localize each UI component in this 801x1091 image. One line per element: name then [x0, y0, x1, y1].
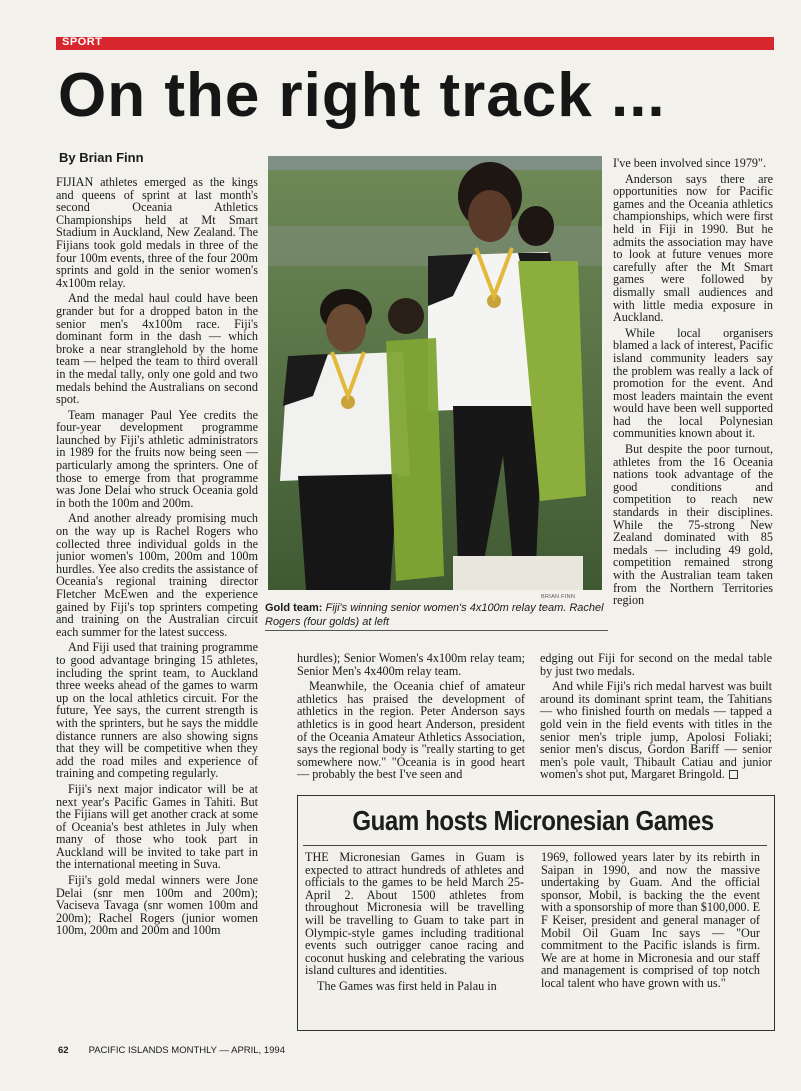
- paragraph: FIJIAN athletes emerged as the kings and queens of sprint at last month's second Oceania Athletics Championships held at Mt Smart Stadium in Auckland, New Zealand. The Fijians took gold medals in three of the four 100m events, three of the four 200m sprints and gold in the senior women's 4x100m relay.: [56, 176, 258, 290]
- paragraph: Team manager Paul Yee credits the four-year development programme launched by Fiji's athletic administrators in 1989 for the fruits now being seen — particularly among the sprinters. One of those to emerge from that programme was Jone Delai who struck Oceania gold in both the 100m and 200m.: [56, 407, 258, 510]
- page-number: 62: [58, 1045, 69, 1056]
- paragraph: And Fiji used that training programme to good advantage bringing 15 athletes, including the sprint team, to Auckland three weeks ahead of the games to warm up on the local athletics circuit. For the future, Yee says, the current strength is with the sprinters, but he says the middle distance runners are also showing signs that they will be competitive when they add the road miles and experience of training and competing regularly.: [56, 640, 258, 781]
- byline: By Brian Finn: [59, 150, 144, 165]
- end-mark-icon: [729, 770, 738, 779]
- sidebar-title: Guam hosts Micronesian Games: [352, 805, 714, 836]
- caption-text: Fiji's winning senior women's 4x100m relay team. Rachel Rogers (four golds) at left: [265, 602, 604, 628]
- relay-team-photo: [268, 156, 602, 590]
- sidebar-rule: [303, 845, 767, 846]
- article-column-2: [297, 652, 525, 792]
- relay-team-photo-illustration: [268, 156, 602, 590]
- paragraph: Meanwhile, the Oceania chief of amateur athletics has praised the development of athletics in the region. Peter Anderson says athletics is in good heart Anderson, president of the Oceania Amateur Athletics Association, says the regional body is "really starting to get somewhere now." "Oceania is in good heart — probably the best I've seen and: [297, 679, 525, 782]
- paragraph: And another already promising much on the way up is Rachel Rogers who collected three individual golds in the junior women's 100m, 200m and 100m hurdles. Yee also credits the assistance of Oceania's regional training director Fletcher McEwen and the experience gained by Fiji's top sprinters competing and training on the Australian circuit each summer for the latest success.: [56, 511, 258, 639]
- article-column-4: [540, 652, 772, 792]
- paragraph: hurdles); Senior Women's 4x100m relay team; Senior Men's 4x400m relay team.: [297, 652, 525, 678]
- headline: On the right track ...: [58, 61, 666, 130]
- paragraph: THE Micronesian Games in Guam is expected to attract hundreds of athletes and officials to the games to be held March 25-April 2. About 1500 athletes from throughout Micronesia will be travelling will be travelling to Guam to take part in Olympic-style games including traditional events such outrigger canoe racing and coconut husking and celebrating the various island cultures and identities.: [305, 851, 524, 978]
- sidebar-column-1: [305, 851, 524, 1027]
- section-bar: [56, 37, 774, 50]
- article-column-1: [56, 176, 258, 1034]
- caption-lead: Gold team:: [265, 602, 323, 614]
- paragraph: While local organisers blamed a lack of interest, Pacific island community leaders say the problem was really a lack of promotion for the event. And most leaders maintain the event would have been well supported had the local Polynesian communities known about it.: [613, 325, 773, 441]
- photo-credit: BRIAN FINN: [541, 594, 576, 600]
- paragraph: Fiji's gold medal winners were Jone Delai (snr men 100m and 200m); Vaciseva Tavaga (snr women 100m and 200m); Rachel Rogers (junior women 100m, 200m and 200m and 100m: [56, 873, 258, 938]
- paragraph: [540, 680, 772, 781]
- photo-caption: [265, 601, 610, 629]
- page-footer: [58, 1045, 285, 1056]
- paragraph: Fiji's next major indicator will be at next year's Pacific Games in Tahiti. But the Fijians will get another crack at some of Oceania's best athletes in July when many of those who took part in Auckland will be invited to take part in the international meeting in Suva.: [56, 781, 258, 872]
- paragraph: And the medal haul could have been grander but for a dropped baton in the senior men's 4x100m race. Fiji's dominant form in the dash — which broke a near stranglehold by the home team — helped the team to third overall in the medal tally, only one gold and two medals behind the Australians on second spot.: [56, 291, 258, 407]
- paragraph-text: And while Fiji's rich medal harvest was built around its dominant sprint team, the Tahitians — who finished fourth on medals — tapped a gold vein in the field events with titles in the senior men's triple jump, Apolosi Foliaki; senior men's discus, Gordon Bariff — senior men's pole vault, Thibault Catiau and junior women's shot put, Margaret Bringold.: [540, 679, 772, 782]
- paragraph: The Games was first held in Palau in: [317, 978, 497, 993]
- article-column-3: [613, 157, 773, 647]
- paragraph: edging out Fiji for second on the medal table by just two medals.: [540, 652, 772, 678]
- sidebar-column-2: [541, 851, 760, 1027]
- section-label: SPORT: [62, 36, 103, 48]
- caption-rule: [265, 630, 608, 631]
- paragraph: But despite the poor turnout, athletes from the 16 Oceania nations took advantage of the good conditions and competition to reach new standards in their disciplines. While the 75-strong New Zealand dominated with 85 medals — including 49 gold, competition remained strong with the Australian team taken from the Northern Territories region: [613, 442, 773, 608]
- paragraph: 1969, followed years later by its rebirth in Saipan in 1990, and now the massive undertaking by Guam. And the official sponsor, Mobil, is backing the the event with a sponsorship of more than $100,000. E F Keiser, president and general manager of Mobil Oil Guam Inc says — "Our commitment to the Pacific islands is firm. We are at home in Micronesia and our staff and management is comprised of top notch local talent who have grown with us.": [541, 851, 760, 990]
- publication-line: PACIFIC ISLANDS MONTHLY — APRIL, 1994: [88, 1045, 285, 1056]
- paragraph: Anderson says there are opportunities now for Pacific games and the Oceania athletics championships, which were first held in Fiji in 1990. But he admits the association may have to look at future venues more carefully after the Mt Smart games were followed by dismally small audiences and with little media exposure in Auckland.: [613, 171, 773, 325]
- paragraph: I've been involved since 1979".: [613, 157, 767, 170]
